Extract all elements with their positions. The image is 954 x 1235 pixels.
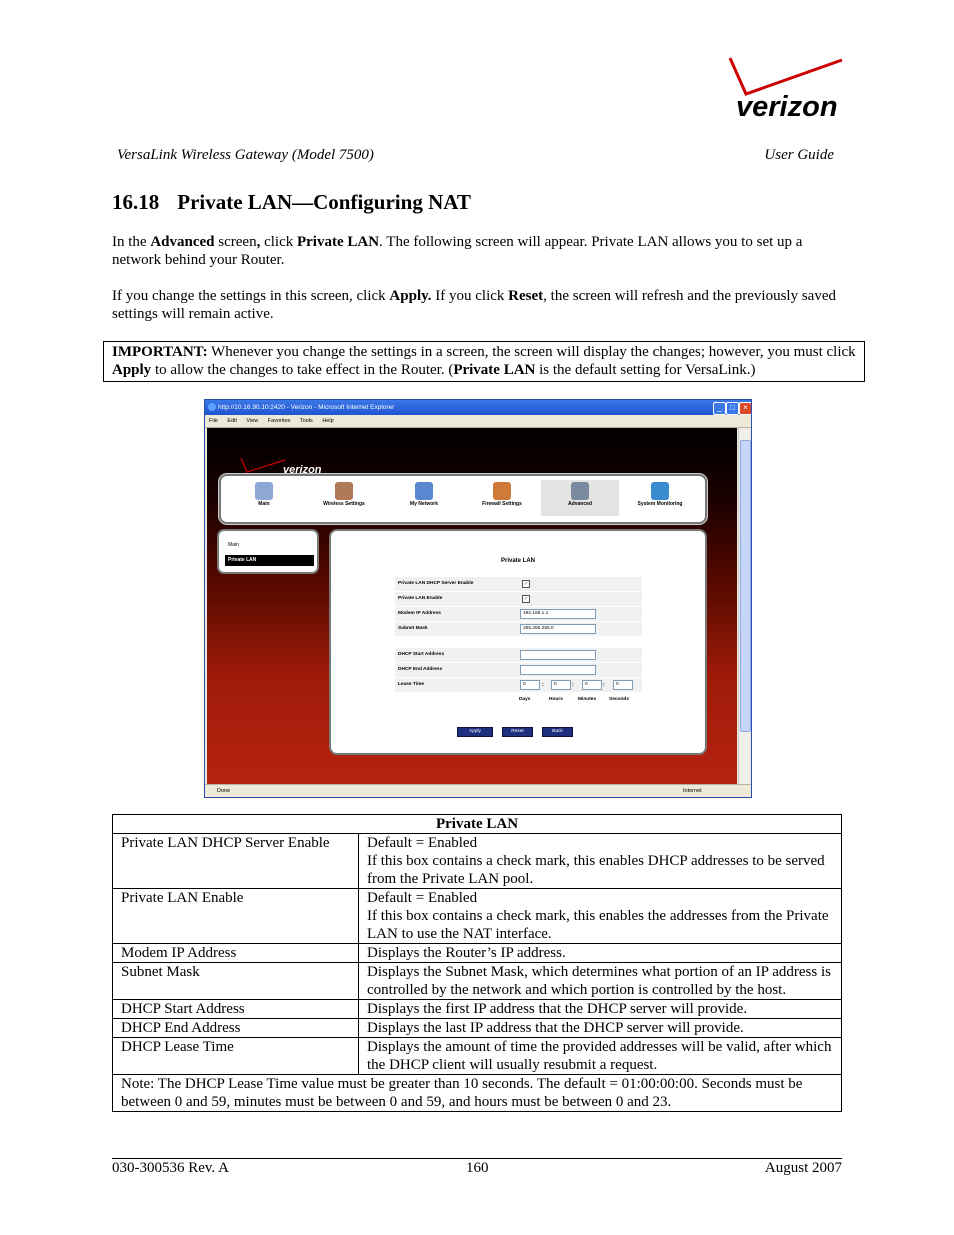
footer-doc-number: 030-300536 Rev. A — [112, 1160, 229, 1176]
table-note-row — [113, 1075, 842, 1112]
lease-seconds-input[interactable]: 0 — [613, 680, 633, 690]
lease-minutes-label: Minutes — [578, 697, 597, 702]
verizon-logo — [726, 56, 844, 124]
verizon-logo-text: verizon — [736, 91, 838, 123]
table-title: Private LAN — [113, 815, 842, 834]
row-dhcp-end: DHCP End Address — [395, 663, 642, 678]
menu-tools[interactable]: Tools — [299, 418, 313, 424]
row-dhcp-enable: Private LAN DHCP Server Enable ✓ — [395, 577, 642, 592]
table-row: DHCP Lease Time Displays the amount of time the provided addresses will be valid, after which the DHCP client will usually resubmit a request. — [113, 1038, 842, 1075]
minimize-icon[interactable]: _ — [713, 402, 726, 415]
close-icon[interactable]: × — [739, 402, 752, 415]
lan-enable-checkbox[interactable]: ✓ — [523, 596, 529, 602]
nav-firewall-settings[interactable]: Firewall Settings — [463, 480, 541, 516]
row-lan-enable: Private LAN Enable ✓ — [395, 592, 642, 607]
nav-my-network[interactable]: My Network — [385, 480, 463, 516]
network-icon — [415, 482, 433, 500]
status-zone: Internet — [683, 788, 702, 794]
lease-hours-label: Hours — [549, 697, 563, 702]
menu-help[interactable]: Help — [322, 418, 334, 424]
footer-date: August 2007 — [764, 1160, 842, 1176]
scroll-thumb[interactable] — [740, 440, 751, 732]
menu-file[interactable]: File — [209, 418, 218, 424]
side-menu-private-lan[interactable]: Private LAN — [225, 555, 314, 566]
menu-edit[interactable]: Edit — [227, 418, 237, 424]
table-row: DHCP Start Address Displays the first IP address that the DHCP server will provide. — [113, 1000, 842, 1019]
apply-button[interactable]: Apply — [457, 727, 493, 737]
ie-icon — [208, 403, 216, 411]
row-dhcp-start: DHCP Start Address — [395, 648, 642, 663]
dhcp-enable-checkbox[interactable]: ✓ — [523, 581, 529, 587]
section-heading — [112, 190, 471, 215]
table-row: Private LAN Enable Default = Enabled If this box contains a check mark, this enables the addresses from the Private LAN to use the NAT interface. — [113, 889, 842, 944]
dhcp-end-input[interactable] — [520, 665, 596, 675]
nav-advanced[interactable]: Advanced — [541, 480, 619, 516]
status-done: Done — [217, 788, 231, 794]
menu-favorites[interactable]: Favorites — [267, 418, 291, 424]
browser-screenshot — [204, 399, 752, 798]
nav-wireless-settings[interactable]: Wireless Settings — [305, 480, 383, 516]
section-number: 16.18 — [112, 190, 160, 214]
header-guide: User Guide — [764, 147, 834, 163]
nav-system-monitoring[interactable]: System Monitoring — [621, 480, 699, 516]
nav-iconbar — [221, 476, 705, 522]
table-row: Modem IP Address Displays the Router’s IP address. — [113, 944, 842, 963]
dhcp-start-input[interactable] — [520, 650, 596, 660]
table-note: Note: The DHCP Lease Time value must be greater than 10 seconds. The default = 01:00:00:00. Seconds must be between 0 and 59, minutes must be between 0 and 59, and hours must be between 0 and 23. — [113, 1075, 842, 1112]
verizon-small-logo — [239, 456, 339, 478]
lease-seconds-label: Seconds — [609, 697, 629, 702]
table-row: DHCP End Address Displays the last IP address that the DHCP server will provide. — [113, 1019, 842, 1038]
modem-ip-input[interactable]: 192.168.1.1 — [520, 609, 596, 619]
intro-paragraph: In the Advanced screen, click Private LAN. The following screen will appear. Private LAN allows you to set up a network behind your Router. — [112, 234, 803, 268]
browser-titlebar: http://10.16.90.10:2420 - Verizon - Microsoft Internet Explorer _ □ × — [205, 400, 751, 415]
browser-statusbar — [205, 784, 751, 798]
footer-rule — [112, 1158, 842, 1159]
nav-main[interactable]: Main — [225, 480, 303, 516]
reset-button[interactable]: Reset — [502, 727, 533, 737]
row-subnet: Subnet Mask 255.255.255.0 — [395, 622, 642, 637]
header-product: VersaLink Wireless Gateway (Model 7500) — [117, 147, 374, 163]
lease-hours-input[interactable]: 0 — [551, 680, 571, 690]
footer-page-number: 160 — [466, 1160, 489, 1176]
firewall-icon — [493, 482, 511, 500]
apply-paragraph: If you change the settings in this screen, click Apply. If you click Reset, the screen will refresh and the previously saved settings will remain active. — [112, 288, 836, 322]
panel-title: Private LAN — [500, 558, 535, 564]
row-lease-time: Lease Time 0 : 0 : 0 : 0 — [395, 678, 642, 693]
side-menu — [219, 531, 317, 572]
wireless-icon — [335, 482, 353, 500]
private-lan-table — [112, 814, 842, 1112]
section-title: Private LAN—Configuring NAT — [177, 190, 471, 214]
maximize-icon[interactable]: □ — [726, 402, 739, 415]
verizon-small-logo-text: verizon — [283, 464, 322, 476]
main-icon — [255, 482, 273, 500]
advanced-icon — [571, 482, 589, 500]
lease-days-label: Days — [519, 697, 531, 702]
vertical-scrollbar[interactable] — [738, 428, 750, 784]
private-lan-panel — [331, 531, 705, 753]
browser-viewport — [207, 428, 737, 784]
table-row: Private LAN DHCP Server Enable Default = Enabled If this box contains a check mark, this enables DHCP addresses to be served from the Private LAN pool. — [113, 834, 842, 889]
table-row: Subnet Mask Displays the Subnet Mask, which determines what portion of an IP address is controlled by the network and which portion is controlled by the host. — [113, 963, 842, 1000]
subnet-input[interactable]: 255.255.255.0 — [520, 624, 596, 634]
row-modem-ip: Modem IP Address 192.168.1.1 — [395, 607, 642, 622]
lease-minutes-input[interactable]: 0 — [582, 680, 602, 690]
side-menu-main[interactable]: Main — [228, 542, 239, 548]
lease-days-input[interactable]: 0 — [520, 680, 540, 690]
back-button[interactable]: Back — [542, 727, 573, 737]
important-note: IMPORTANT: Whenever you change the settings in a screen, the screen will display the changes; however, you must click Apply to allow the changes to take effect in the Router. (Private LAN is the default setting for VersaLink.) — [103, 341, 865, 382]
menu-view[interactable]: View — [246, 418, 259, 424]
browser-menubar — [205, 415, 751, 428]
monitor-icon — [651, 482, 669, 500]
